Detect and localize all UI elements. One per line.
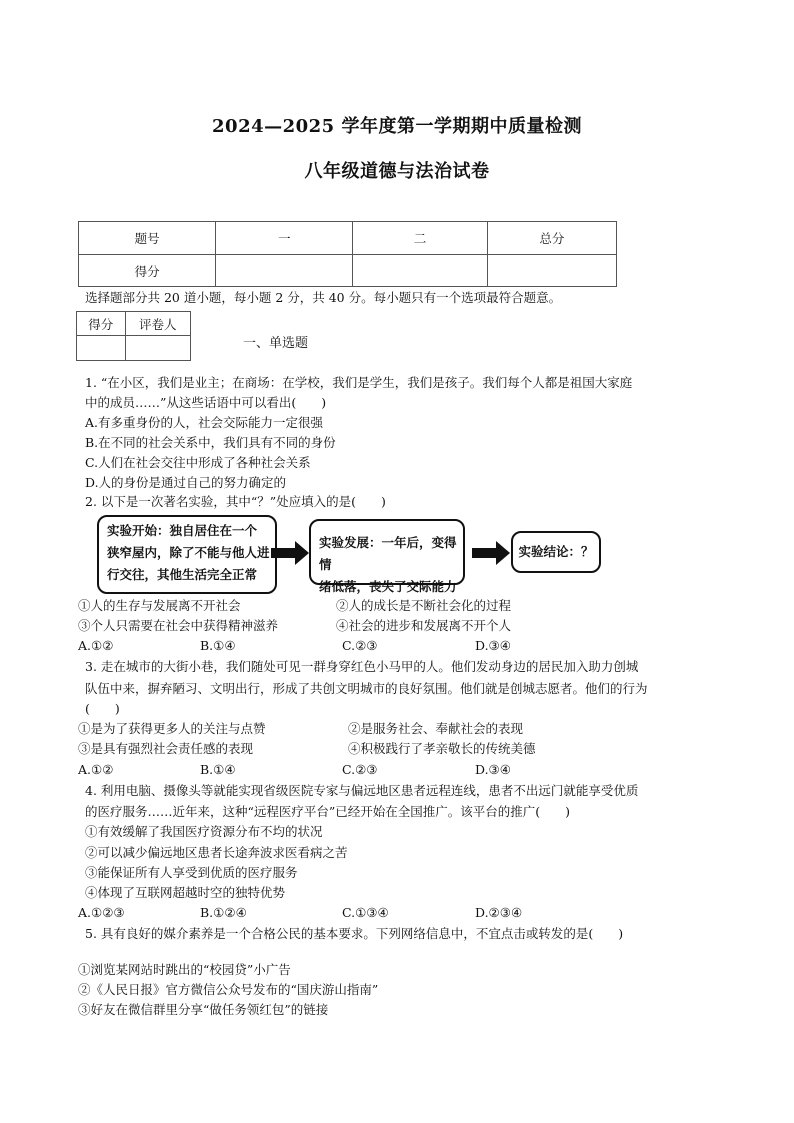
exam-title: 2024—2025 学年度第一学期期中质量检测 [212, 116, 582, 137]
q4-choice-d[interactable]: D.②③④ [475, 905, 523, 920]
score-header-total: 总分 [487, 222, 616, 255]
q3-choice-d[interactable]: D.③④ [475, 762, 511, 777]
exam-subtitle: 八年级道德与法治试卷 [304, 161, 490, 182]
q4-stem-line2: 的医疗服务……近年来，这种“远程医疗平台”已经开始在全国推广。该平台的推广( ) [85, 804, 571, 819]
grader-name-label: 评卷人 [125, 312, 190, 336]
q3-choice-b[interactable]: B.①④ [200, 762, 236, 777]
q4-choice-a[interactable]: A.①②③ [78, 905, 125, 920]
flow-box-start-line2: 狭窄屋内，除了不能与他人进 [107, 545, 270, 560]
q1-stem-line2: 中的成员……”从这些话语中可以看出( ) [85, 395, 327, 410]
grader-score-cell[interactable] [77, 336, 126, 361]
grader-table [76, 311, 191, 361]
q2-statement-2: ②人的成长是不断社会化的过程 [336, 598, 512, 613]
q3-statement-2: ②是服务社会、奉献社会的表现 [348, 721, 524, 736]
q2-stem: 2. 以下是一次著名实验，其中“？”处应填入的是( ) [85, 494, 386, 509]
score-header-part2: 二 [353, 222, 487, 255]
q1-option-a[interactable]: A.有多重身份的人，社会交际能力一定很强 [85, 415, 324, 430]
q3-stem-line1: 3. 走在城市的大街小巷，我们随处可见一群身穿红色小马甲的人。他们发动身边的居民加入助力创城 [85, 659, 639, 674]
score-header-part1: 一 [216, 222, 353, 255]
q4-statement-4: ④体现了互联网超越时空的独特优势 [85, 885, 286, 900]
q2-statement-1: ①人的生存与发展离不开社会 [78, 598, 241, 613]
q4-choice-c[interactable]: C.①③④ [342, 905, 389, 920]
q4-choice-b[interactable]: B.①②④ [200, 905, 247, 920]
q5-statement-1: ①浏览某网站时跳出的“校园贷”小广告 [78, 962, 291, 977]
q2-choice-a[interactable]: A.①② [78, 638, 114, 653]
flow-box-development-line1: 实验发展：一年后，变得情 [319, 535, 457, 572]
flow-box-start [97, 515, 277, 594]
score-table [78, 221, 617, 287]
grader-name-cell[interactable] [125, 336, 190, 361]
q2-choice-d[interactable]: D.③④ [475, 638, 511, 653]
q2-statement-4: ④社会的进步和发展离不开个人 [336, 618, 512, 633]
q3-choice-c[interactable]: C.②③ [342, 762, 378, 777]
q3-statement-4: ④积极践行了孝亲敬长的传统美德 [348, 741, 536, 756]
q3-choice-a[interactable]: A.①② [78, 762, 114, 777]
q3-stem-line2: 队伍中来，摒弃陋习、文明出行，形成了共创文明城市的良好氛围。他们就是创城志愿者。他们的行为 [85, 681, 648, 696]
score-row-label: 得分 [79, 255, 216, 287]
q1-option-b[interactable]: B.在不同的社会关系中，我们具有不同的身份 [85, 435, 336, 450]
q4-stem-line1: 4. 利用电脑、摄像头等就能实现省级医院专家与偏远地区患者远程连线，患者不出远门就能享受优质 [85, 783, 639, 798]
q2-statement-3: ③个人只需要在社会中获得精神滋养 [78, 618, 279, 633]
flow-box-conclusion: 实验结论：？ [511, 531, 601, 573]
q1-option-c[interactable]: C.人们在社会交往中形成了各种社会关系 [85, 455, 311, 470]
score-cell-part2[interactable] [353, 255, 487, 287]
q5-statement-3: ③好友在微信群里分享“做任务领红包”的链接 [78, 1002, 329, 1017]
score-cell-total[interactable] [487, 255, 616, 287]
flow-arrow-1 [271, 548, 295, 558]
q5-stem: 5. 具有良好的媒介素养是一个合格公民的基本要求。下列网络信息中，不宜点击或转发的是( ) [85, 926, 624, 941]
q3-statement-1: ①是为了获得更多人的关注与点赞 [78, 721, 266, 736]
flow-arrow-2 [472, 548, 496, 558]
q4-statement-2: ②可以减少偏远地区患者长途奔波求医看病之苦 [85, 845, 348, 860]
q1-stem-line1: 1. “在小区，我们是业主；在商场：在学校，我们是学生，我们是孩子。我们每个人都是祖国大家庭 [85, 375, 633, 390]
q4-statement-1: ①有效缓解了我国医疗资源分布不均的状况 [85, 824, 323, 839]
q5-statement-2: ②《人民日报》官方微信公众号发布的“国庆游山指南” [78, 982, 379, 997]
q2-choice-b[interactable]: B.①④ [200, 638, 236, 653]
flow-box-start-line1: 实验开始：独自居住在一个 [107, 523, 258, 538]
grader-score-label: 得分 [77, 312, 126, 336]
q3-stem-line3: ( ) [85, 701, 120, 716]
q2-choice-c[interactable]: C.②③ [342, 638, 378, 653]
flow-box-start-line3: 行交往，其他生活完全正常 [107, 567, 258, 582]
flow-box-development [309, 519, 465, 594]
flow-box-development-line2: 绪低落，丧失了交际能力 [319, 579, 457, 594]
score-header-label: 题号 [79, 222, 216, 255]
instruction-text: 选择题部分共 20 道小题，每小题 2 分，共 40 分。每小题只有一个选项最符合题意。 [85, 290, 562, 305]
q4-statement-3: ③能保证所有人享受到优质的医疗服务 [85, 865, 298, 880]
q3-statement-3: ③是具有强烈社会责任感的表现 [78, 741, 254, 756]
section-title: 一、单选题 [243, 336, 309, 351]
q1-option-d[interactable]: D.人的身份是通过自己的努力确定的 [85, 475, 287, 490]
score-cell-part1[interactable] [216, 255, 353, 287]
